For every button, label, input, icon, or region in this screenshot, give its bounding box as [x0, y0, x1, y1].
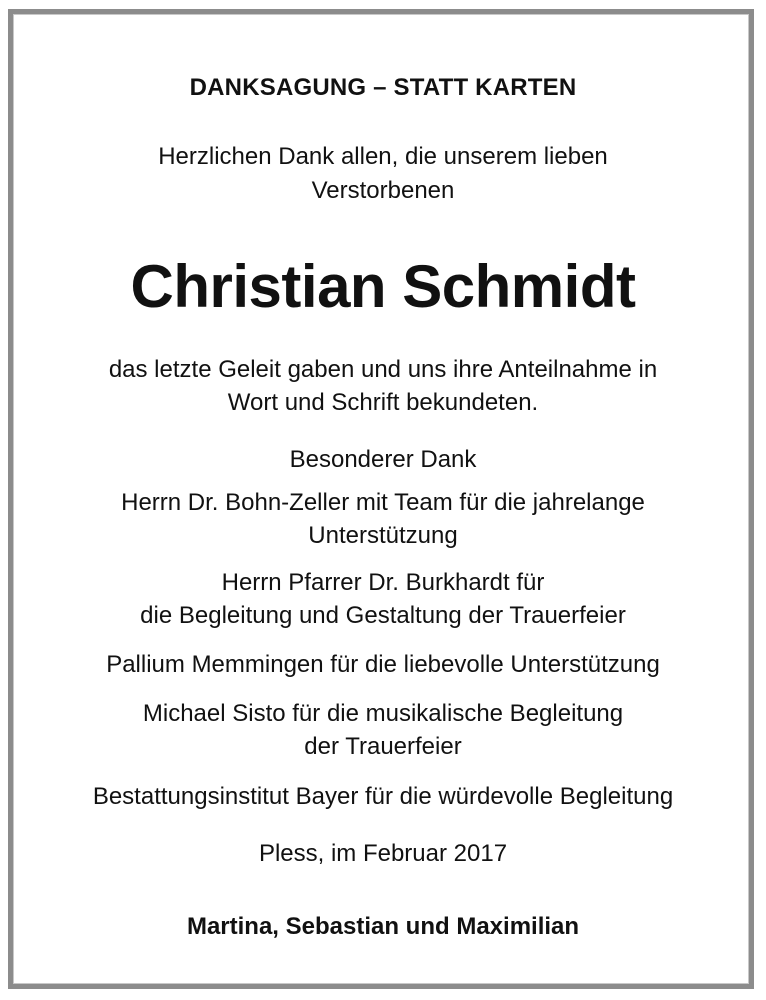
body-line-2: Wort und Schrift bekundeten. [227, 389, 539, 416]
special-thanks-heading: Besonderer Dank [289, 446, 477, 473]
body-line-1: das letzte Geleit gaben und uns ihre Anteilnahme in [108, 356, 658, 383]
notice-title: DANKSAGUNG – STATT KARTEN [189, 74, 577, 101]
thanks-item-5-line-1: Bestattungsinstitut Bayer für die würdevolle Begleitung [92, 783, 674, 810]
thanks-item-2-line-2: die Begleitung und Gestaltung der Trauerfeier [140, 602, 626, 629]
deceased-name: Christian Schmidt [130, 253, 636, 320]
place-date: Pless, im Februar 2017 [258, 840, 508, 867]
thanks-item-4-line-2: der Trauerfeier [304, 733, 462, 760]
thanks-item-1-line-1: Herrn Dr. Bohn-Zeller mit Team für die jahrelange [121, 489, 645, 516]
thanks-item-2-line-1: Herrn Pfarrer Dr. Burkhardt für [221, 569, 545, 596]
intro-line-1: Herzlichen Dank allen, die unserem lieben [158, 143, 608, 170]
intro-line-2: Verstorbenen [311, 177, 455, 204]
signature: Martina, Sebastian und Maximilian [186, 913, 580, 940]
thanks-item-1-line-2: Unterstützung [308, 522, 458, 549]
thanks-item-3-line-1: Pallium Memmingen für die liebevolle Unterstützung [106, 651, 660, 678]
thanks-item-4-line-1: Michael Sisto für die musikalische Begleitung [142, 700, 624, 727]
